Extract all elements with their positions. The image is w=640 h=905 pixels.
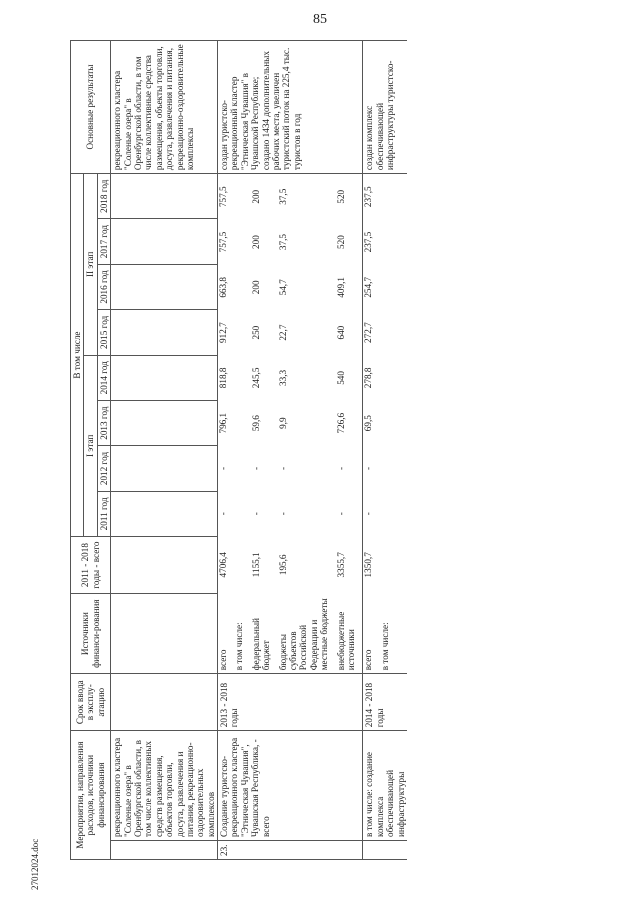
value-2018 bbox=[234, 174, 250, 219]
row-sources-cell bbox=[111, 594, 218, 674]
header-sources: Источники финанси-рования bbox=[71, 594, 111, 674]
header-year: 2017 год bbox=[97, 219, 110, 264]
header-term: Срок ввода в эксплу-атацию bbox=[71, 674, 111, 731]
value-2013: 796,1 bbox=[218, 412, 229, 434]
value-2018: 37,5 bbox=[277, 188, 288, 205]
row-measure: Создание туристско-рекреационного кластера "Этническая Чувашия", Чувашская Республика, - всего bbox=[218, 731, 363, 841]
value-2011: - bbox=[363, 512, 374, 516]
footer-filename: 27012024.doc bbox=[30, 838, 40, 890]
header-year: 2014 год bbox=[97, 355, 110, 400]
value-2012 bbox=[234, 446, 250, 491]
finance-line bbox=[336, 174, 363, 673]
value-2011: - bbox=[335, 512, 346, 516]
value-2013: 9,9 bbox=[277, 417, 288, 429]
value-2012: - bbox=[277, 466, 288, 470]
header-stage-1: I этап bbox=[84, 355, 97, 537]
finance-line bbox=[218, 174, 234, 673]
value-2011: - bbox=[218, 512, 229, 516]
row-measure: рекреационного кластера "Соленые озера" в Оренбургской области, в том числе коллективных средств размещения, объектов торговли, досуга, развлечения и питания, рекреационно-оздоровительных комплексов bbox=[111, 731, 218, 841]
value-2016 bbox=[380, 265, 396, 310]
value-2016: 254,7 bbox=[363, 277, 374, 298]
line-source: бюджеты субъектов Российской Федерации и местные бюджеты bbox=[277, 598, 330, 671]
finance-line bbox=[380, 174, 396, 673]
value-2016: 409,1 bbox=[335, 277, 346, 298]
value-2012 bbox=[380, 446, 396, 491]
value-2018 bbox=[380, 174, 396, 219]
value-2011 bbox=[380, 491, 396, 536]
value-2012: - bbox=[335, 466, 346, 470]
row-finance-block bbox=[218, 174, 363, 674]
value-2015: 22,7 bbox=[277, 324, 288, 341]
row-result: рекреационного кластера "Соленые озера" в Оренбургской области, в том числе коллективные средства размещения, объекты торговли, досуга, развлечения и питания, рекреационно-оздоровительные комплексы bbox=[111, 41, 218, 174]
value-2018: 520 bbox=[335, 189, 346, 204]
value-2014: 540 bbox=[335, 371, 346, 385]
row-result: создан комплекс обеспечивающей инфраструктуры туристско- bbox=[363, 41, 407, 174]
value-2012: - bbox=[250, 466, 261, 470]
value-2015 bbox=[380, 310, 396, 355]
finance-lines bbox=[218, 174, 362, 673]
value-2017: 520 bbox=[335, 235, 346, 249]
value-2013: 726,6 bbox=[335, 412, 346, 434]
row-result: создан туристско-рекреационный кластер "Этническая Чувашия" в Чувашской Республике; создано 1434 дополнительных рабочих места, увеличен туристский поток на 225,4 тыс. туристов в год bbox=[218, 41, 363, 174]
value-2017: 200 bbox=[250, 235, 261, 249]
value-2014 bbox=[234, 355, 250, 400]
value-2013: 69,5 bbox=[363, 415, 374, 432]
table-row bbox=[111, 41, 218, 860]
value-2012: - bbox=[363, 466, 374, 470]
value-2015: 272,7 bbox=[363, 322, 374, 343]
value-2014: 278,8 bbox=[363, 367, 374, 389]
value-2015: 640 bbox=[335, 325, 346, 340]
line-source: в том числе: bbox=[234, 622, 245, 671]
row-term: 2014 - 2018 годы bbox=[363, 674, 407, 731]
header-year: 2015 год bbox=[97, 310, 110, 355]
table-row bbox=[218, 41, 363, 860]
value-2016: 54,7 bbox=[277, 279, 288, 296]
value-2017: 37,5 bbox=[277, 234, 288, 251]
line-source: всего bbox=[363, 649, 374, 671]
row-number: 23. bbox=[218, 841, 363, 860]
line-source: всего bbox=[218, 649, 229, 671]
header-total: 2011 - 2018 годы - всего bbox=[71, 537, 111, 594]
line-total bbox=[380, 536, 396, 593]
program-table bbox=[70, 40, 407, 860]
value-2016: 663,8 bbox=[218, 277, 229, 298]
value-2017 bbox=[380, 219, 396, 264]
line-total: 3355,7 bbox=[335, 552, 346, 578]
value-2017: 237,5 bbox=[363, 231, 374, 253]
value-2017: 757,5 bbox=[218, 231, 229, 253]
value-2018: 200 bbox=[250, 189, 261, 204]
row-number bbox=[363, 841, 407, 860]
line-total: 4706,4 bbox=[218, 552, 229, 578]
line-total bbox=[234, 536, 250, 593]
value-2012: - bbox=[218, 466, 229, 470]
value-2014: 245,5 bbox=[250, 367, 261, 389]
value-2015: 912,7 bbox=[218, 322, 229, 343]
row-number bbox=[111, 841, 218, 860]
header-year: 2013 год bbox=[97, 400, 110, 445]
value-2015: 250 bbox=[250, 325, 261, 340]
value-2016: 200 bbox=[250, 280, 261, 295]
value-2011: - bbox=[277, 512, 288, 516]
rotated-table-container bbox=[70, 40, 570, 860]
table-row bbox=[363, 41, 407, 860]
header-year: 2012 год bbox=[97, 446, 110, 491]
value-2013: 59,6 bbox=[250, 415, 261, 432]
line-total: 1350,7 bbox=[363, 552, 374, 578]
value-2015 bbox=[234, 310, 250, 355]
finance-lines bbox=[363, 174, 396, 673]
line-source: федеральный бюджет bbox=[250, 618, 272, 671]
header-including: В том числе bbox=[71, 174, 84, 537]
value-2017 bbox=[234, 219, 250, 264]
row-term bbox=[111, 674, 218, 731]
value-2011 bbox=[234, 491, 250, 536]
value-2016 bbox=[234, 265, 250, 310]
header-year: 2011 год bbox=[97, 491, 110, 536]
header-year: 2016 год bbox=[97, 264, 110, 309]
finance-line bbox=[363, 174, 379, 673]
line-total: 195,6 bbox=[277, 554, 288, 576]
finance-line bbox=[234, 174, 250, 673]
value-2014: 33,3 bbox=[277, 369, 288, 386]
finance-line bbox=[278, 174, 336, 673]
value-2013 bbox=[380, 401, 396, 446]
header-stage-2: II этап bbox=[84, 174, 97, 356]
value-2014 bbox=[380, 355, 396, 400]
row-finance-block bbox=[363, 174, 407, 674]
row-term: 2013 - 2018 годы bbox=[218, 674, 363, 731]
finance-line bbox=[251, 174, 278, 673]
row-total-cell bbox=[111, 537, 218, 594]
header-year: 2018 год bbox=[97, 174, 110, 219]
line-source: внебюджетные источники bbox=[335, 611, 356, 671]
value-2014: 818,8 bbox=[218, 367, 229, 389]
page-number: 85 bbox=[313, 12, 327, 27]
line-source: в том числе: bbox=[379, 622, 390, 671]
value-2018: 237,5 bbox=[363, 186, 374, 208]
value-2013 bbox=[234, 401, 250, 446]
header-results: Основные результаты bbox=[71, 41, 111, 174]
line-total: 1155,1 bbox=[250, 552, 261, 578]
value-2011: - bbox=[250, 512, 261, 516]
header-measures: Мероприятия, направления расходов, источники финансирования bbox=[71, 731, 111, 860]
row-measure: в том числе: создание комплекса обеспечивающей инфраструктуры bbox=[363, 731, 407, 841]
value-2018: 757,5 bbox=[218, 186, 229, 208]
